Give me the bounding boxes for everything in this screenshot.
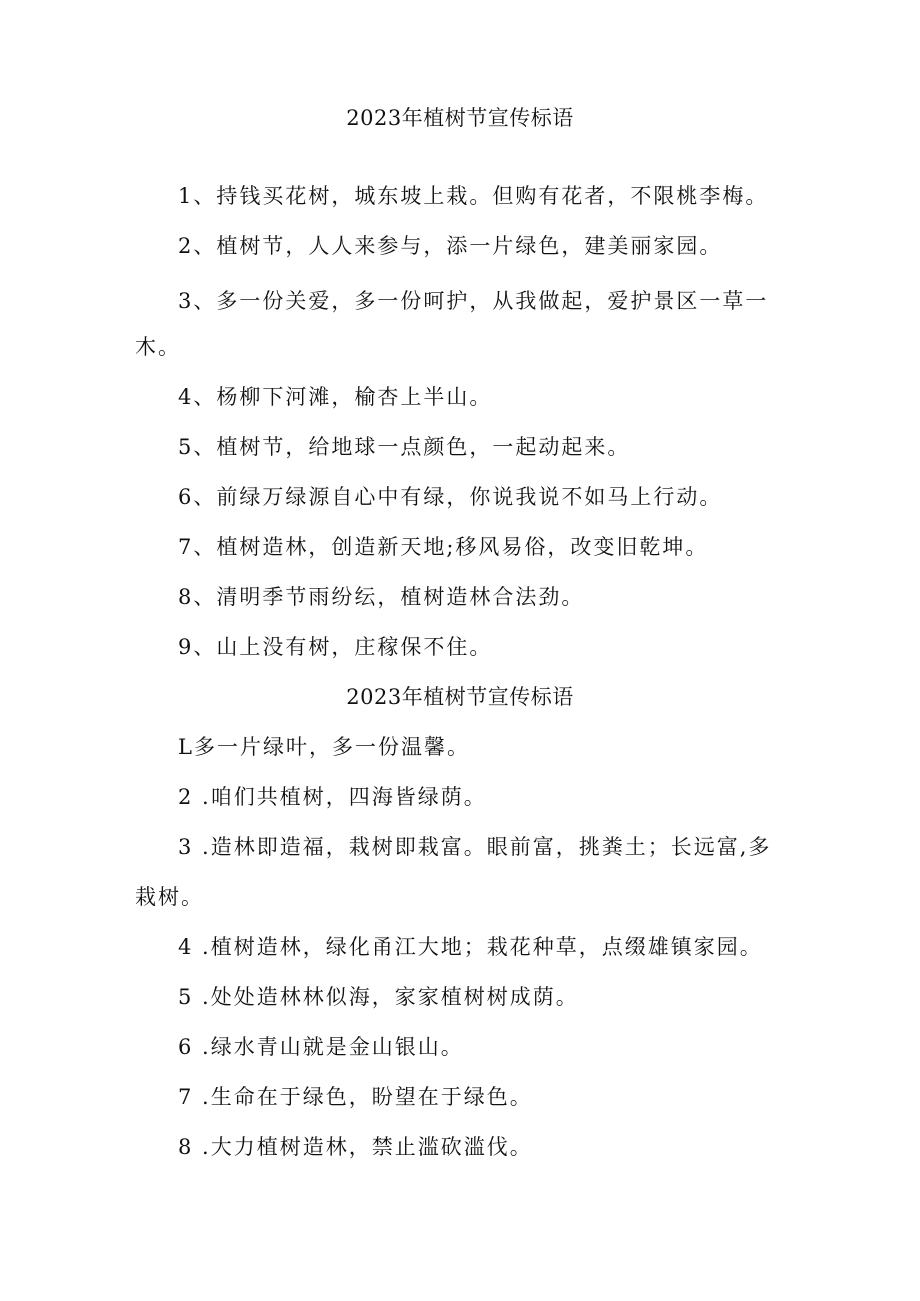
slogan-line: 4 .植树造林，绿化甬江大地；栽花种草，点缀雄镇家园。 [178,935,763,959]
slogan-line: 6 .绿水青山就是金山银山。 [178,1035,464,1059]
slogan-line: 2 .咱们共植树，四海皆绿荫。 [178,785,487,809]
slogan-line: 8 .大力植树造林，禁止滥砍滥伐。 [178,1135,533,1159]
slogan-line: 2、植树节，人人来参与，添一片绿色，建美丽家园。 [178,234,723,258]
slogan-line-continuation: 木。 [135,335,181,359]
slogan-line: 6、前绿万绿源自心中有绿，你说我说不如马上行动。 [178,485,723,509]
slogan-line-continuation: 栽树。 [135,885,204,909]
slogan-line: 5、植树节，给地球一点颜色，一起动起来。 [178,435,631,459]
slogan-line: 7 .生命在于绿色，盼望在于绿色。 [178,1085,533,1109]
slogan-line: 3、多一份关爱，多一份呵护，从我做起，爱护景区一草一 [178,289,769,313]
slogan-line: 5 .处处造林林似海，家家植树树成荫。 [178,985,579,1009]
section-2-title: 2023年植树节宣传标语 [346,685,574,709]
slogan-line: 4、杨柳下河滩，榆杏上半山。 [178,385,493,409]
slogan-line: L多一片绿叶，多一份温馨。 [178,735,470,759]
section-1-title: 2023年植树节宣传标语 [346,106,574,130]
slogan-line: 3 .造林即造福，栽树即栽富。眼前富，挑粪土；长远富,多 [178,835,772,859]
slogan-line: 1、持钱买花树，城东坡上栽。但购有花者，不限桃李梅。 [178,184,769,208]
slogan-line: 7、植树造林，创造新天地;移风易俗，改变旧乾坤。 [178,535,709,559]
slogan-line: 9、山上没有树，庄稼保不住。 [178,635,493,659]
slogan-line: 8、清明季节雨纷纭，植树造林合法劲。 [178,585,585,609]
